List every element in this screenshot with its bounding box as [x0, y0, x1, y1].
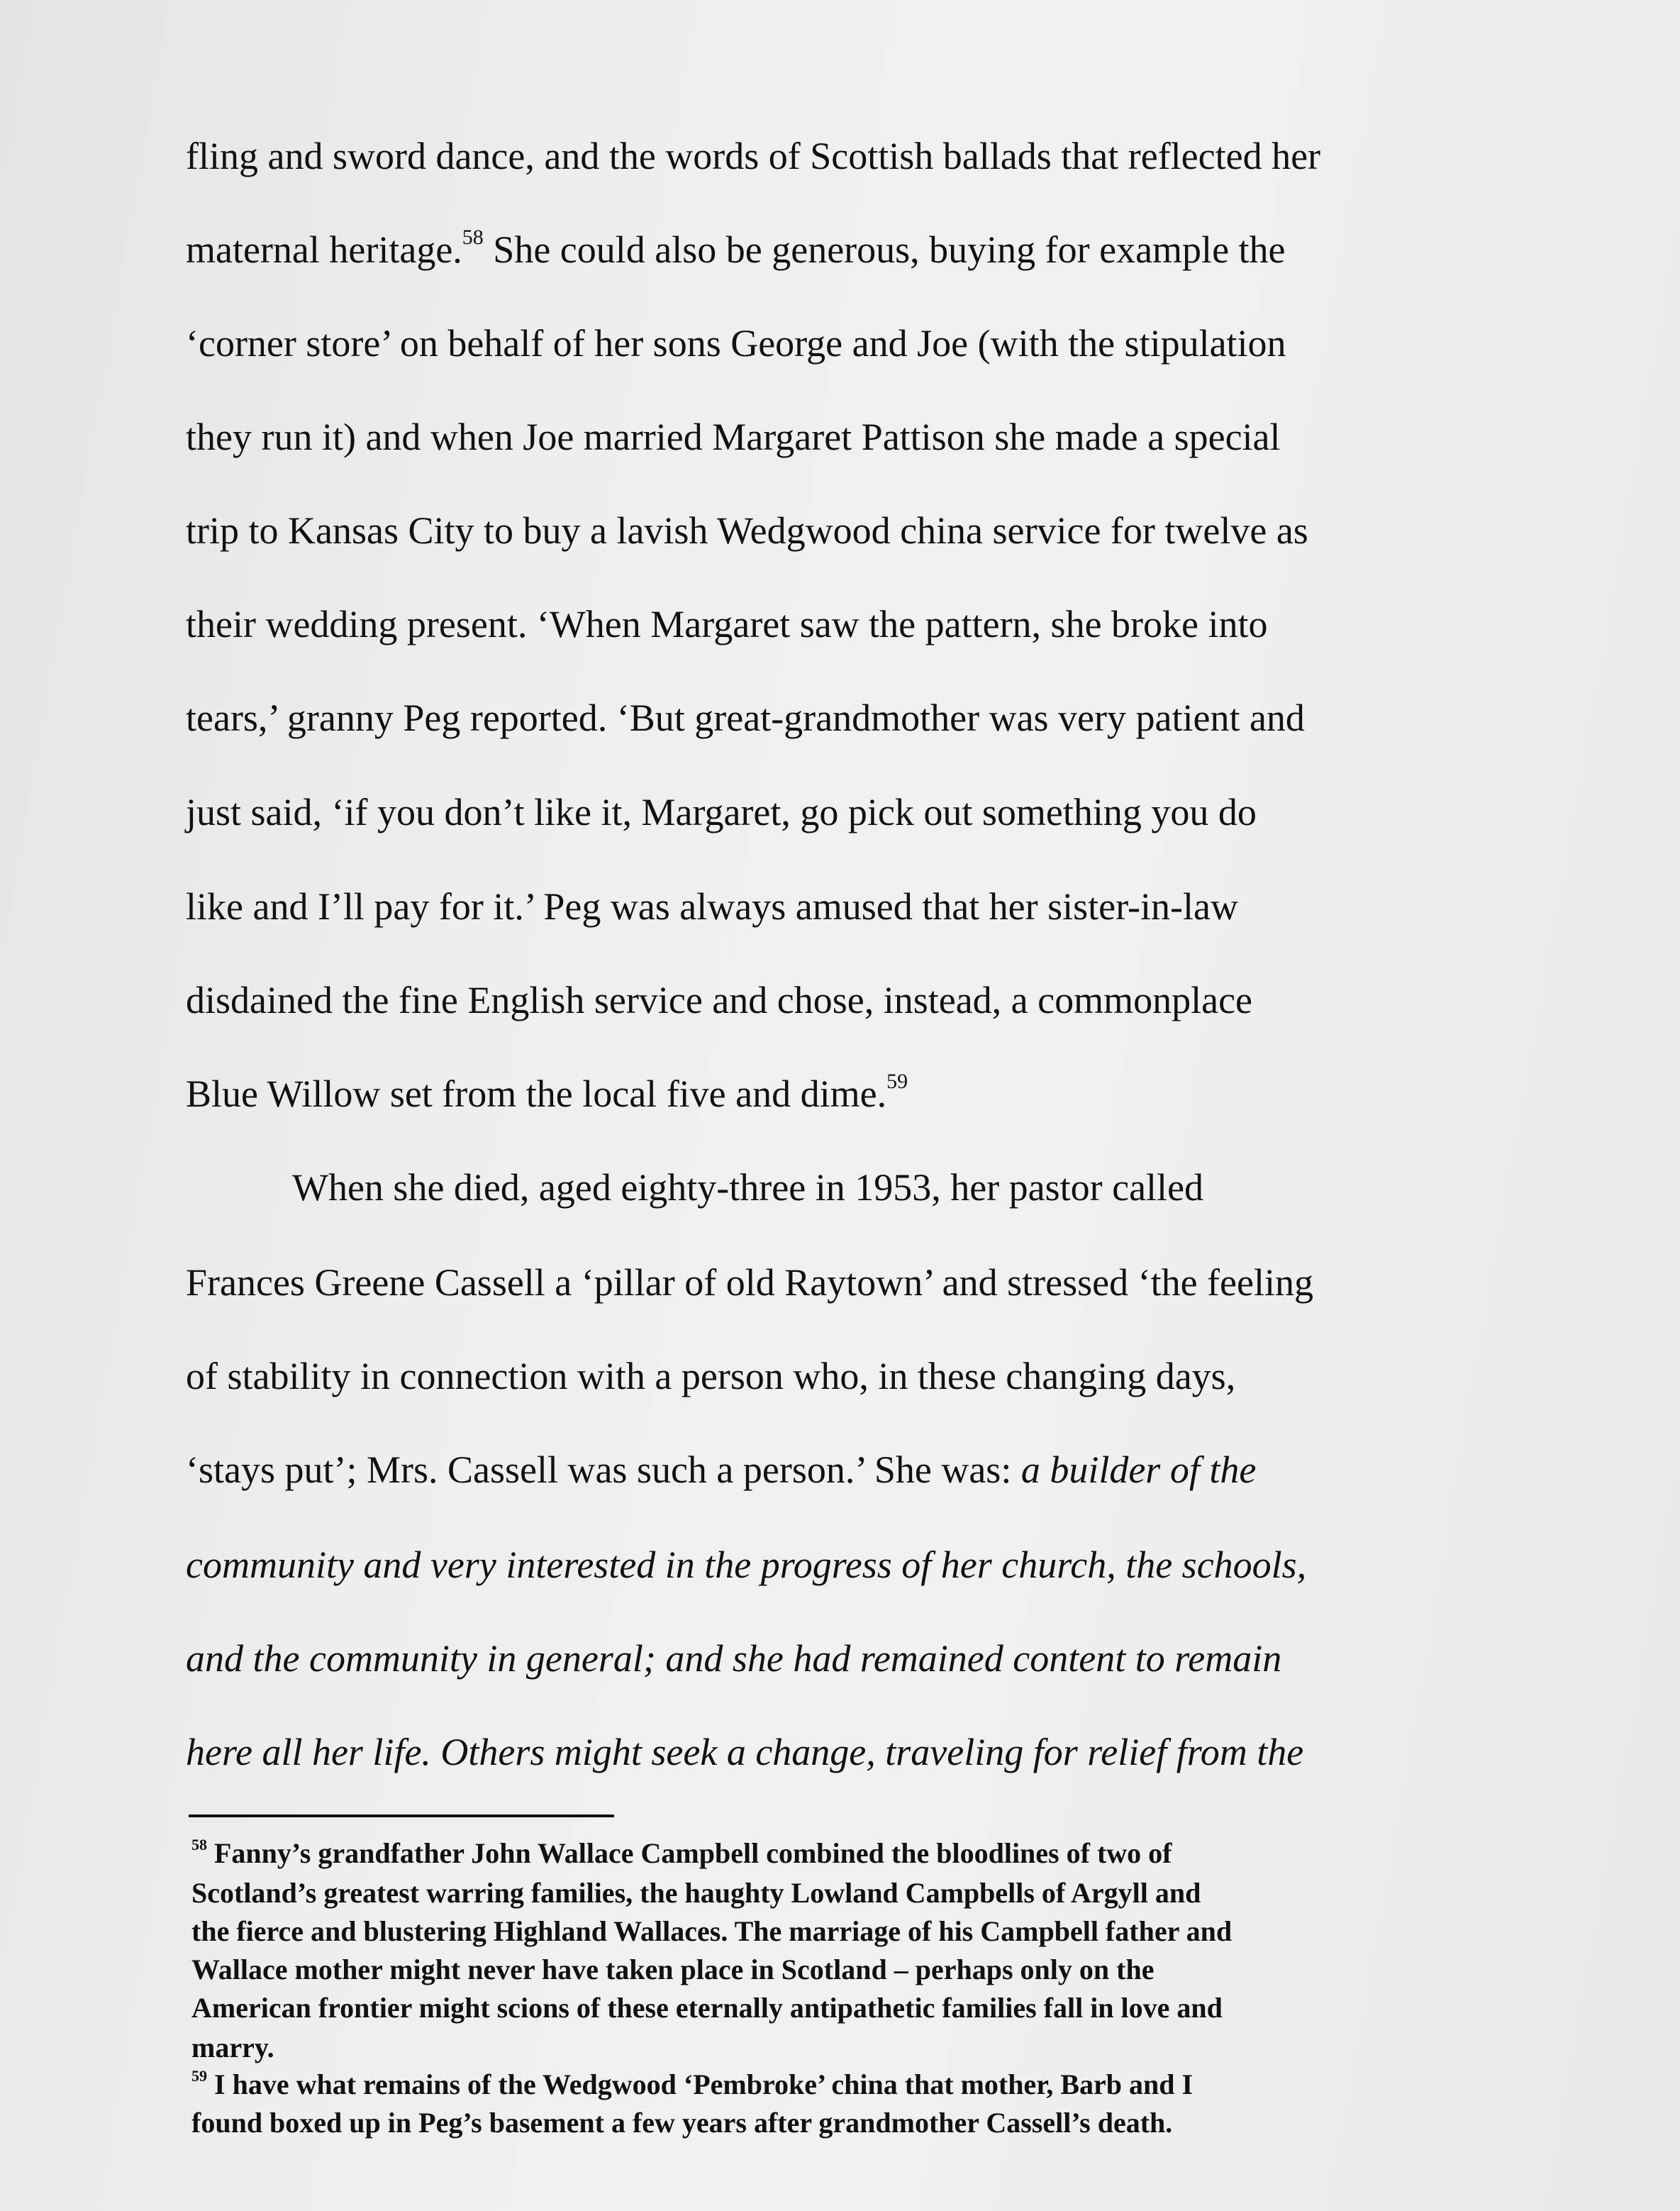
- text-run: American frontier might scions of these eternally antipathetic families fall in love and: [191, 1992, 1223, 2024]
- body-line: [186, 416, 1281, 458]
- footnote-marker: 58: [191, 1836, 207, 1853]
- text-run: Fanny’s grandfather John Wallace Campbell combined the bloodlines of two of: [207, 1837, 1172, 1869]
- footnote-line: [191, 2107, 1172, 2139]
- body-line: [186, 1448, 1256, 1491]
- text-run: and the community in general; and she had remained content to remain: [186, 1637, 1282, 1680]
- body-line: [186, 1544, 1306, 1586]
- body-line: [186, 509, 1308, 552]
- text-run: a builder of the: [1020, 1448, 1257, 1491]
- footnote-line: [191, 1877, 1201, 1910]
- text-run: they run it) and when Joe married Margaret Pattison she made a special: [186, 416, 1281, 458]
- text-run: of stability in connection with a person who, in these changing days,: [186, 1355, 1236, 1397]
- text-run: Scotland’s greatest warring families, the haughty Lowland Campbells of Argyll and: [191, 1877, 1201, 1909]
- footnote-marker: 59: [886, 1070, 908, 1093]
- text-run: When she died, aged eighty-three in 1953, her pastor called: [292, 1166, 1204, 1209]
- text-run: found boxed up in Peg’s basement a few years after grandmother Cassell’s death.: [191, 2107, 1173, 2139]
- body-line: [186, 697, 1305, 739]
- footnote-line: [191, 2068, 1193, 2101]
- footnote-line: [191, 2032, 274, 2064]
- text-run: ‘stays put’; Mrs. Cassell was such a person.’ She was:: [186, 1448, 1021, 1491]
- text-run: I have what remains of the Wedgwood ‘Pembroke’ china that mother, Barb and I: [207, 2068, 1194, 2100]
- text-run: disdained the fine English service and chose, instead, a commonplace: [186, 979, 1253, 1021]
- footnote-separator: [189, 1814, 614, 1817]
- body-line: [186, 1355, 1235, 1397]
- footnote-marker: 59: [191, 2067, 207, 2085]
- text-run: Wallace mother might never have taken place in Scotland – perhaps only on the: [191, 1954, 1155, 1985]
- body-line: [292, 1166, 1203, 1209]
- footnote-line: [191, 1992, 1223, 2024]
- text-run: just said, ‘if you don’t like it, Margaret, go pick out something you do: [186, 791, 1257, 833]
- text-run: tears,’ granny Peg reported. ‘But great-grandmother was very patient and: [186, 697, 1305, 739]
- text-run: Frances Greene Cassell a ‘pillar of old Raytown’ and stressed ‘the feeling: [186, 1261, 1313, 1304]
- body-line: [186, 979, 1252, 1021]
- footnote-line: [191, 1915, 1232, 1948]
- body-line: [186, 791, 1257, 833]
- body-line: [186, 1261, 1313, 1304]
- body-line: [186, 228, 1286, 271]
- body-line: [186, 1070, 908, 1115]
- body-line: [186, 1637, 1281, 1680]
- text-run: ‘corner store’ on behalf of her sons George and Joe (with the stipulation: [186, 322, 1286, 365]
- body-line: [186, 322, 1286, 365]
- text-run: trip to Kansas City to buy a lavish Wedgwood china service for twelve as: [186, 509, 1308, 552]
- text-run: maternal heritage.: [186, 228, 462, 271]
- text-run: fling and sword dance, and the words of Scottish ballads that reflected her: [186, 135, 1321, 177]
- footnote-line: [191, 1837, 1172, 1870]
- text-run: marry.: [191, 2032, 274, 2063]
- text-run: Blue Willow set from the local five and dime.: [186, 1073, 887, 1115]
- text-run: She could also be generous, buying for example the: [483, 228, 1286, 271]
- text-run: community and very interested in the progress of her church, the schools,: [186, 1544, 1307, 1586]
- body-line: [186, 885, 1238, 928]
- body-line: [186, 1731, 1303, 1773]
- footnote-marker: 58: [462, 226, 484, 249]
- text-run: the fierce and blustering Highland Wallaces. The marriage of his Campbell father and: [191, 1915, 1233, 1947]
- text-run: their wedding present. ‘When Margaret saw the pattern, she broke into: [186, 603, 1268, 645]
- body-line: [186, 603, 1268, 645]
- text-run: here all her life. Others might seek a change, traveling for relief from the: [186, 1731, 1304, 1773]
- body-line: [186, 135, 1320, 177]
- footnote-line: [191, 1954, 1154, 1986]
- text-run: like and I’ll pay for it.’ Peg was always amused that her sister-in-law: [186, 885, 1238, 928]
